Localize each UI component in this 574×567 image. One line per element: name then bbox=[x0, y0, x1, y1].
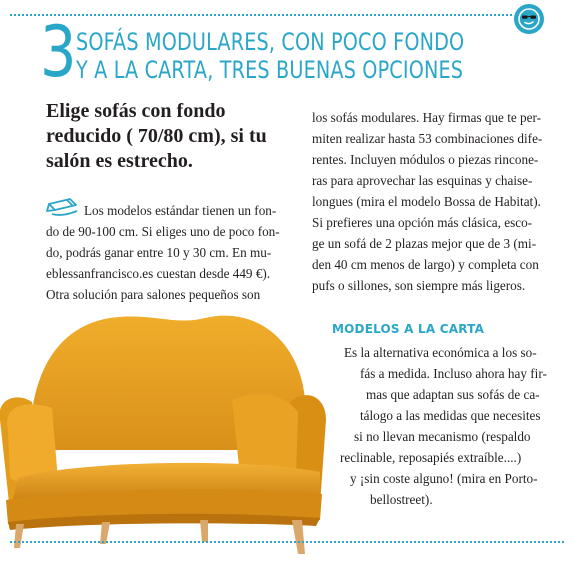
text-line: do, podrás ganar entre 10 y 30 cm. En mu- bbox=[46, 245, 272, 260]
text-line: do de 90-100 cm. Si eliges uno de poco fon- bbox=[46, 224, 280, 239]
text-line: ras para aprovechar las esquinas y chaise- bbox=[312, 173, 533, 188]
right-column-text bbox=[312, 107, 558, 296]
text-line: Los modelos estándar tienen un fon- bbox=[84, 203, 277, 218]
text-line: miten realizar hasta 53 combinaciones dife- bbox=[312, 131, 543, 146]
text-line: bellostreet). bbox=[370, 492, 433, 507]
text-line: den 40 cm menos de largo) y completa con bbox=[312, 257, 539, 272]
text-line: Otra solución para salones pequeños son bbox=[46, 287, 261, 302]
models-heading: MODELOS A LA CARTA bbox=[332, 322, 485, 336]
text-line: Es la alternativa económica a los so- bbox=[344, 345, 537, 360]
section-number: 3 bbox=[40, 11, 77, 93]
section-title-line-2: Y A LA CARTA, TRES BUENAS OPCIONES bbox=[76, 56, 464, 84]
models-column-text bbox=[300, 342, 562, 510]
text-line: rentes. Incluyen módulos o piezas rincone- bbox=[312, 152, 539, 167]
text-line: los sofás modulares. Hay firmas que te per- bbox=[312, 110, 541, 125]
text-line: fás a medida. Incluso ahora hay fir- bbox=[360, 366, 547, 381]
smiley-sunglasses-icon bbox=[514, 4, 544, 34]
text-line: mas que adaptan sus sofás de ca- bbox=[366, 387, 540, 402]
section-header bbox=[40, 11, 540, 93]
lead-line: Elige sofás con fondo bbox=[46, 100, 226, 122]
top-dotted-rule bbox=[10, 14, 512, 16]
section-title-line-1: SOFÁS MODULARES, CON POCO FONDO bbox=[76, 28, 465, 56]
lead-paragraph bbox=[46, 99, 296, 174]
text-line: y ¡sin coste alguno! (mira en Porto- bbox=[350, 471, 538, 486]
text-line: pufs o sillones, son siempre más ligeros. bbox=[312, 278, 526, 293]
lead-line: salón es estrecho. bbox=[46, 150, 193, 172]
text-line: reclinable, reposapiés extraíble....) bbox=[340, 450, 522, 465]
lead-line: reducido ( 70/80 cm), si tu bbox=[46, 125, 267, 147]
text-line: longues (mira el modelo Bossa de Habitat). bbox=[312, 194, 541, 209]
mustard-sofa-image bbox=[0, 300, 330, 555]
text-line: eblessanfrancisco.es cuestan desde 449 €). bbox=[46, 266, 271, 281]
bottom-dotted-rule bbox=[10, 541, 564, 543]
left-column-text bbox=[46, 200, 298, 305]
text-line: ge un sofá de 2 plazas mejor que de 3 (mi- bbox=[312, 236, 537, 251]
text-line: si no llevan mecanismo (respaldo bbox=[354, 429, 531, 444]
text-line: tálogo a las medidas que necesites bbox=[360, 408, 541, 423]
text-line: Si prefieres una opción más clásica, esco- bbox=[312, 215, 533, 230]
